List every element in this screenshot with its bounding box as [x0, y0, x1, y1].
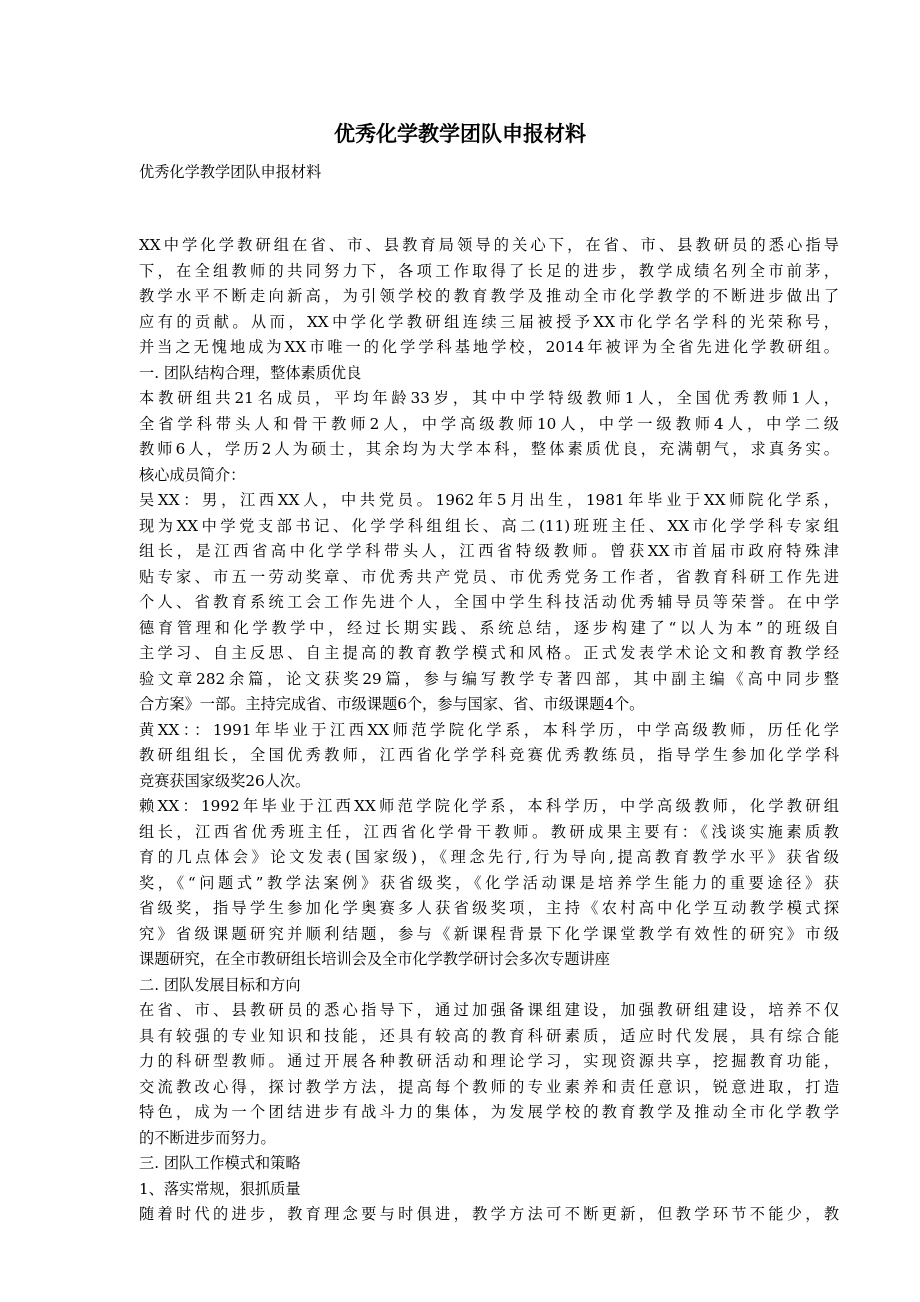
body-text-line: 教研组组长，全国优秀教师，江西省化学学科竞赛优秀教练员，指导学生参加化学学科 [139, 746, 839, 764]
body-text-line: 贴专家、市五一劳动奖章、市优秀共产党员、市优秀党务工作者，省教育科研工作先进 [139, 567, 839, 586]
body-text-line: 组长，是江西省高中化学学科带头人，江西省特级教师。曾获XX市首届市政府特殊津 [139, 542, 839, 560]
body-text-line: 奖，《“问题式”教学法案例》获省级奖，《化学活动课是培养学生能力的重要途径》获 [139, 873, 839, 892]
body-text-line: 力的科研型教师。通过开展各种教研活动和理论学习，实现资源共享，挖掘教育功能， [139, 1052, 839, 1070]
body-text-line: 究》省级课题研究并顺利结题，参与《新课程背景下化学课堂教学有效性的研究》市级 [139, 924, 839, 943]
body-text-line: 竞赛获国家级奖26人次。 [139, 771, 311, 790]
body-text-line: 验文章282余篇，论文获奖29篇，参与编写教学专著四部，其中副主编《高中同步整 [139, 669, 839, 688]
body-text-line: 主学习、自主反思、自主提高的教育教学模式和风格。正式发表学术论文和教育教学经 [139, 644, 839, 662]
body-text-line: 德育管理和化学教学中，经过长期实践、系统总结，逐步构建了“以人为本”的班级自 [139, 618, 839, 637]
document-subtitle: 优秀化学教学团队申报材料 [139, 163, 322, 181]
body-text-line: 本教研组共21名成员，平均年龄33岁，其中中学特级教师1人，全国优秀教师1人， [139, 389, 839, 407]
body-text-line: 组长，江西省优秀班主任，江西省化学骨干教师。教研成果主要有：《浅谈实施素质教 [139, 822, 839, 841]
body-text-line: 合方案》一部。主持完成省、市级课题6个，参与国家、省、市级课题4个。 [139, 695, 645, 713]
body-text-line: 下，在全组教师的共同努力下，各项工作取得了长足的进步，教学成绩名列全市前茅， [139, 261, 839, 280]
body-text-line: 个人、省教育系统工会工作先进个人，全国中学生科技活动优秀辅导员等荣誉。在中学 [139, 593, 839, 611]
body-text-line: 的不断进步而努力。 [139, 1128, 276, 1147]
body-text-line: 育的几点体会》论文发表(国家级)，《理念先行,行为导向,提高教育教学水平》获省级 [139, 848, 839, 866]
body-text-line: 省级奖，指导学生参加化学奥赛多人获省级奖项，主持《农村高中化学互动教学模式探 [139, 899, 839, 917]
body-text-line: 赖XX：1992年毕业于江西XX师范学院化学系，本科学历，中学高级教师，化学教研组 [139, 797, 839, 815]
body-text-line: 二. 团队发展目标和方向 [139, 975, 301, 994]
body-text-line: 黄XX：：1991年毕业于江西XX师范学院化学系，本科学历，中学高级教师，历任化学 [139, 720, 839, 739]
body-text-line: 课题研究，在全市教研组长培训会及全市化学教学研讨会多次专题讲座 [139, 950, 610, 968]
body-text-line: 全省学科带头人和骨干教师2人，中学高级教师10人，中学一级教师4人，中学二级 [139, 414, 839, 433]
body-text-line: 在省、市、县教研员的悉心指导下，通过加强备课组建设，加强教研组建设，培养不仅 [139, 1001, 839, 1019]
body-text-line: 现为XX中学党支部书记、化学学科组组长、高二(11)班班主任、XX市化学学科专家组 [139, 516, 839, 535]
body-text-line: 交流教改心得，探讨教学方法，提高每个教师的专业素养和责任意识，锐意进取，打造 [139, 1077, 839, 1096]
body-text-line: 并当之无愧地成为XX市唯一的化学学科基地学校，2014年被评为全省先进化学教研组。 [139, 338, 839, 356]
body-text-line: 教学水平不断走向新高，为引领学校的教育教学及推动全市化学教学的不断进步做出了 [139, 287, 839, 305]
body-text-line: 三. 团队工作模式和策略 [139, 1154, 301, 1172]
body-text-line: 应有的贡献。从而，XX中学化学教研组连续三届被授予XX市化学名学科的光荣称号， [139, 312, 839, 331]
body-text-line: 特色，成为一个团结进步有战斗力的集体，为发展学校的教育教学及推动全市化学教学 [139, 1103, 839, 1121]
body-text-line: 具有较强的专业知识和技能，还具有较高的教育科研素质，适应时代发展，具有综合能 [139, 1026, 839, 1045]
document-title: 优秀化学教学团队申报材料 [334, 122, 586, 146]
body-text-line: XX中学化学教研组在省、市、县教育局领导的关心下，在省、市、县教研员的悉心指导 [139, 236, 839, 254]
body-text-line: 核心成员简介： [139, 465, 246, 484]
body-text-line: 随着时代的进步，教育理念要与时俱进，教学方法可不断更新，但教学环节不能少，教 [139, 1205, 839, 1223]
body-text-line: 教师6人，学历2人为硕士，其余均为大学本科，整体素质优良，充满朝气，求真务实。 [139, 440, 839, 458]
body-text-line: 一. 团队结构合理，整体素质优良 [139, 363, 362, 382]
body-text-line: 1、落实常规，狠抓质量 [139, 1179, 301, 1198]
document-body [139, 233, 839, 1228]
body-text-line: 吴XX：男，江西XX人，中共党员。1962年5月出生，1981年毕业于XX师院化学系， [139, 491, 839, 509]
